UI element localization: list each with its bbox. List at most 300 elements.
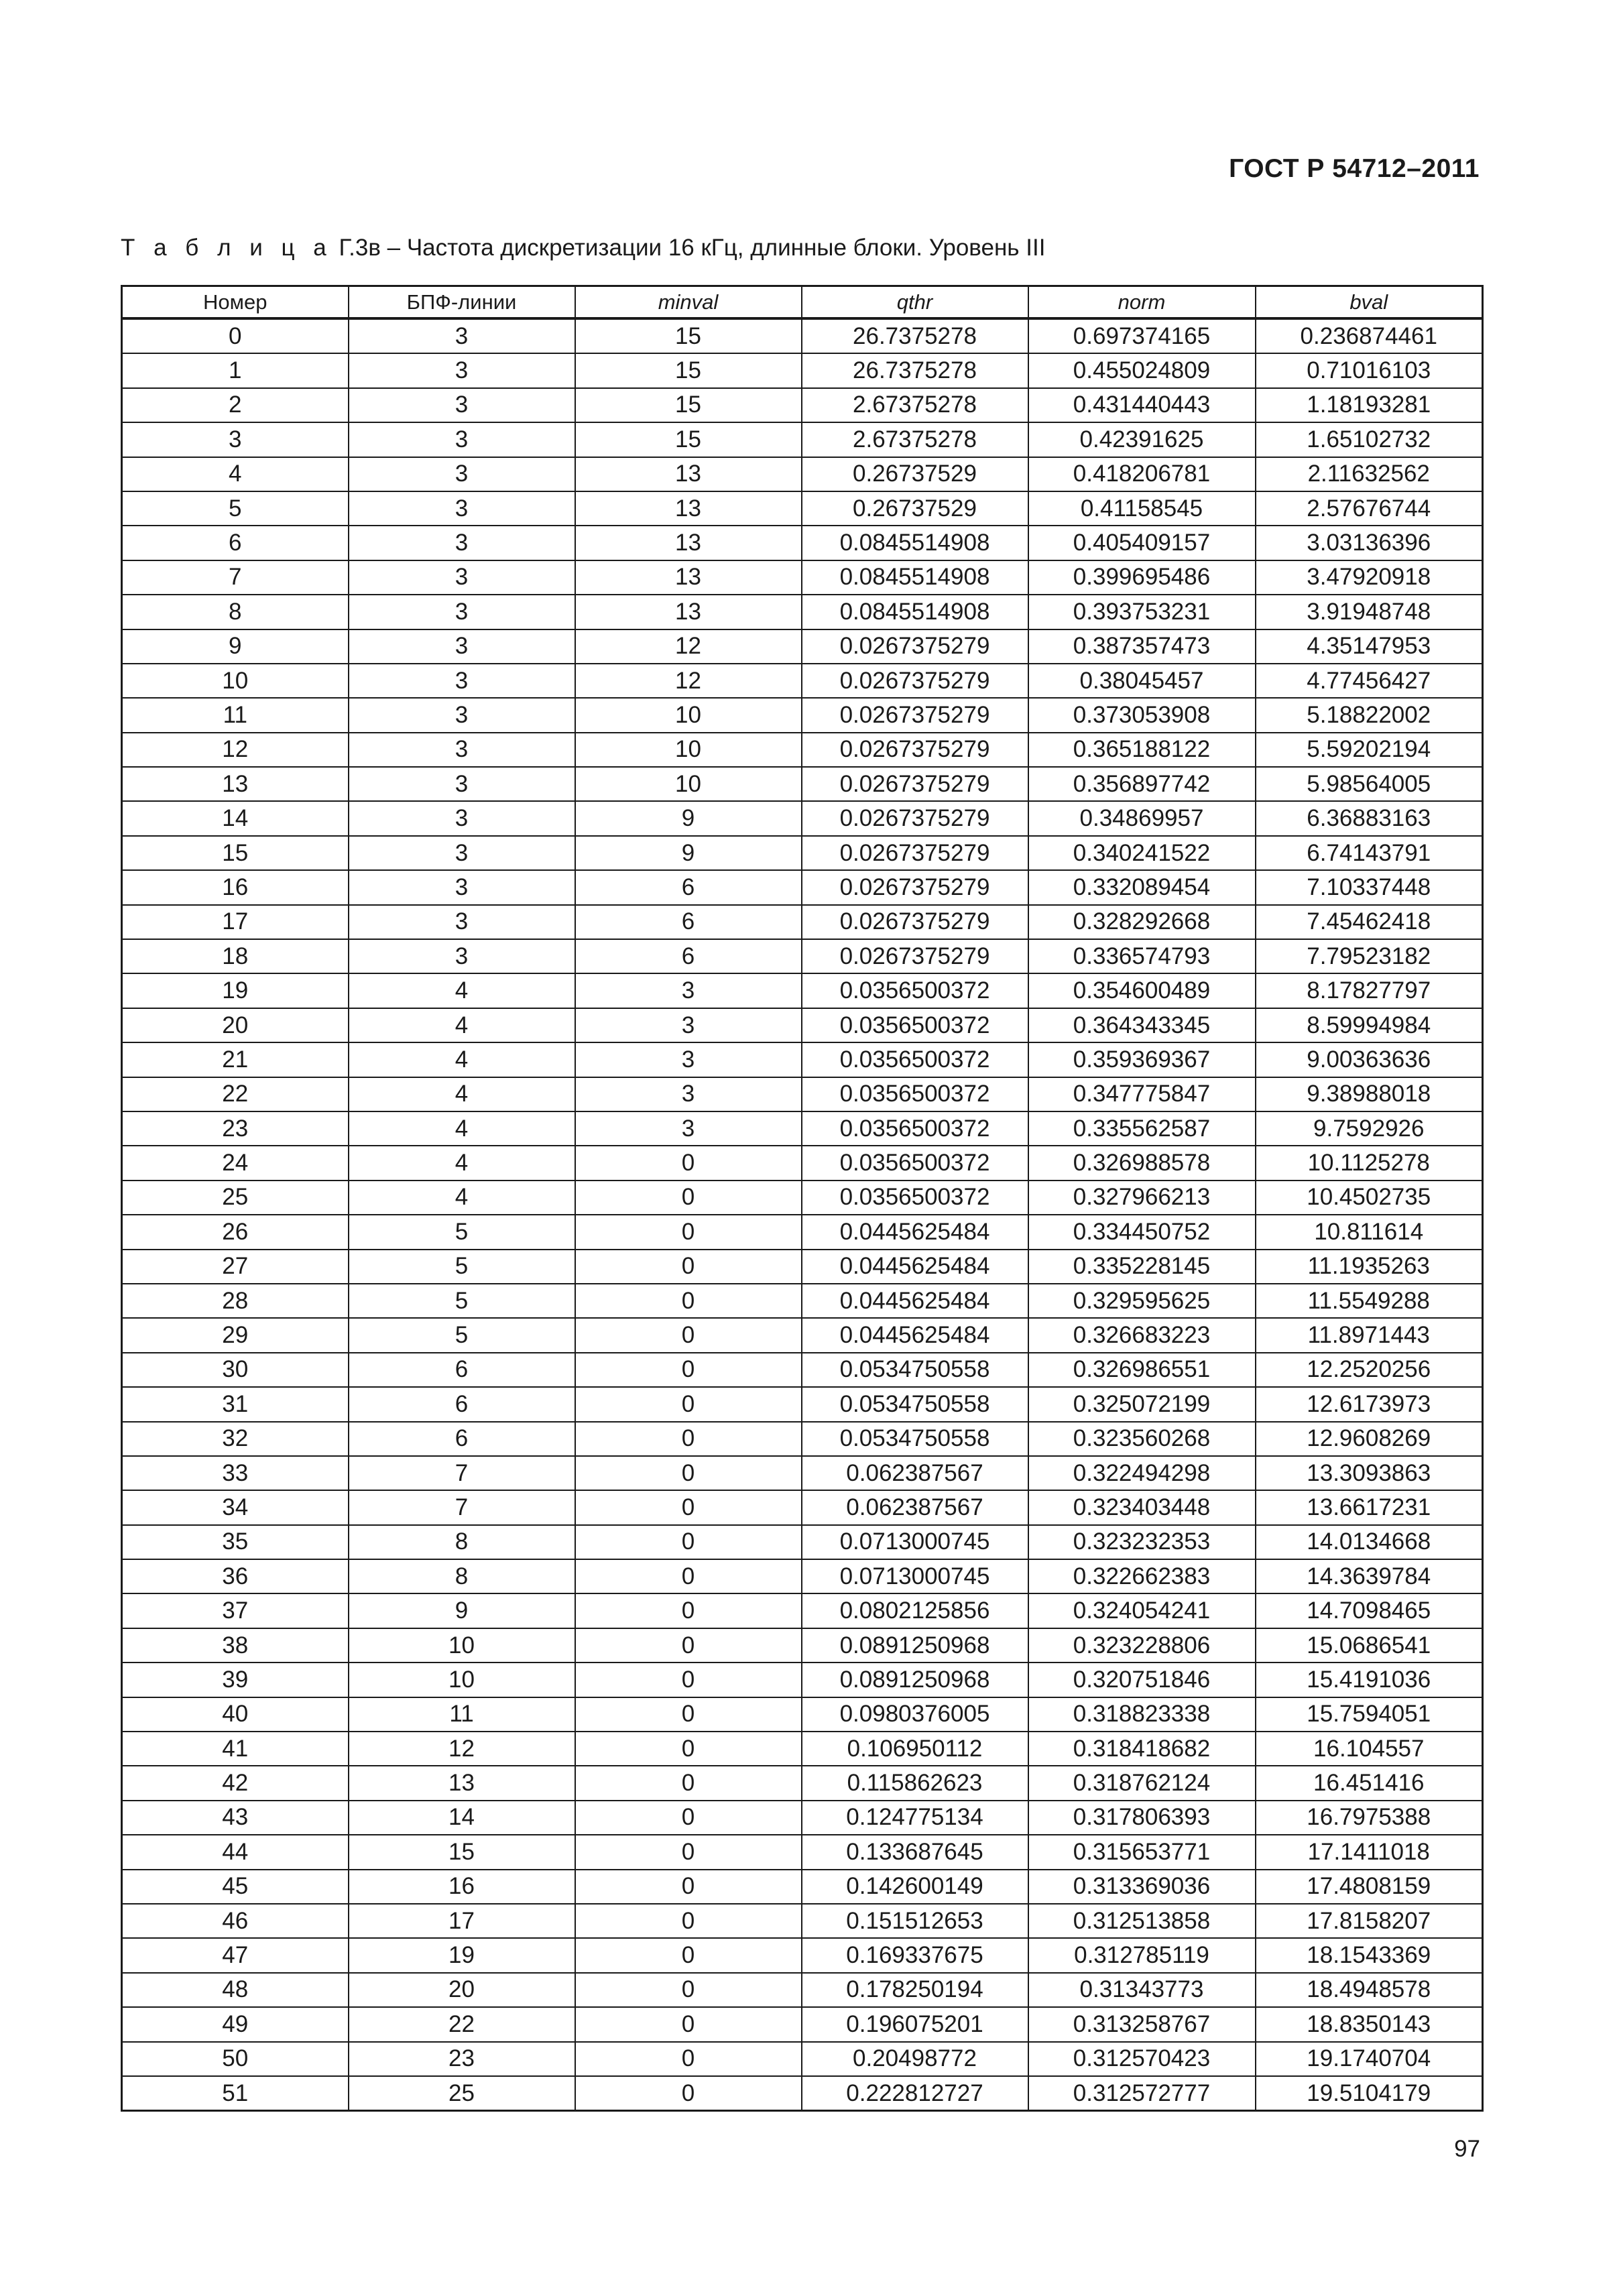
cell-minval: 6 bbox=[575, 870, 802, 904]
cell-norm: 0.312572777 bbox=[1028, 2076, 1256, 2111]
cell-minval: 13 bbox=[575, 526, 802, 560]
cell-bval: 10.1125278 bbox=[1256, 1146, 1483, 1180]
table-row bbox=[122, 1146, 1483, 1180]
cell-norm: 0.334450752 bbox=[1028, 1215, 1256, 1249]
table-row bbox=[122, 1766, 1483, 1800]
cell-norm: 0.315653771 bbox=[1028, 1835, 1256, 1869]
cell-qthr: 26.7375278 bbox=[802, 353, 1028, 387]
cell-number: 30 bbox=[122, 1353, 349, 1387]
cell-fft-lines: 23 bbox=[349, 2042, 575, 2076]
cell-fft-lines: 8 bbox=[349, 1559, 575, 1593]
cell-norm: 0.324054241 bbox=[1028, 1593, 1256, 1628]
cell-number: 46 bbox=[122, 1904, 349, 1938]
cell-number: 4 bbox=[122, 457, 349, 491]
cell-number: 40 bbox=[122, 1697, 349, 1732]
cell-minval: 0 bbox=[575, 1801, 802, 1835]
cell-bval: 6.74143791 bbox=[1256, 836, 1483, 870]
cell-norm: 0.393753231 bbox=[1028, 595, 1256, 629]
table-row bbox=[122, 1353, 1483, 1387]
cell-norm: 0.356897742 bbox=[1028, 767, 1256, 801]
cell-qthr: 0.196075201 bbox=[802, 2007, 1028, 2041]
cell-number: 15 bbox=[122, 836, 349, 870]
cell-norm: 0.312513858 bbox=[1028, 1904, 1256, 1938]
table-row bbox=[122, 1111, 1483, 1146]
cell-number: 47 bbox=[122, 1938, 349, 1972]
cell-bval: 2.57676744 bbox=[1256, 491, 1483, 526]
cell-bval: 5.59202194 bbox=[1256, 733, 1483, 767]
table-body bbox=[122, 318, 1483, 2111]
cell-minval: 0 bbox=[575, 1456, 802, 1490]
cell-fft-lines: 19 bbox=[349, 1938, 575, 1972]
cell-minval: 0 bbox=[575, 1250, 802, 1284]
cell-number: 2 bbox=[122, 388, 349, 422]
cell-fft-lines: 4 bbox=[349, 1077, 575, 1111]
cell-norm: 0.323403448 bbox=[1028, 1490, 1256, 1524]
cell-bval: 7.79523182 bbox=[1256, 939, 1483, 973]
cell-minval: 0 bbox=[575, 1904, 802, 1938]
cell-minval: 3 bbox=[575, 1008, 802, 1042]
cell-fft-lines: 15 bbox=[349, 1835, 575, 1869]
cell-fft-lines: 20 bbox=[349, 1973, 575, 2007]
column-header-minval: minval bbox=[575, 286, 802, 319]
cell-qthr: 0.0356500372 bbox=[802, 1181, 1028, 1215]
cell-fft-lines: 11 bbox=[349, 1697, 575, 1732]
table-row bbox=[122, 2007, 1483, 2041]
cell-qthr: 0.0267375279 bbox=[802, 905, 1028, 939]
table-row bbox=[122, 939, 1483, 973]
cell-fft-lines: 5 bbox=[349, 1215, 575, 1249]
cell-minval: 0 bbox=[575, 1146, 802, 1180]
cell-minval: 0 bbox=[575, 1593, 802, 1628]
cell-number: 29 bbox=[122, 1318, 349, 1352]
cell-minval: 0 bbox=[575, 1835, 802, 1869]
table-row bbox=[122, 664, 1483, 698]
cell-bval: 7.45462418 bbox=[1256, 905, 1483, 939]
table-row bbox=[122, 767, 1483, 801]
table-row bbox=[122, 870, 1483, 904]
cell-bval: 15.7594051 bbox=[1256, 1697, 1483, 1732]
table-row bbox=[122, 1077, 1483, 1111]
cell-norm: 0.318762124 bbox=[1028, 1766, 1256, 1800]
column-header-qthr: qthr bbox=[802, 286, 1028, 319]
cell-qthr: 0.169337675 bbox=[802, 1938, 1028, 1972]
table-row bbox=[122, 1697, 1483, 1732]
cell-norm: 0.313369036 bbox=[1028, 1870, 1256, 1904]
cell-bval: 16.451416 bbox=[1256, 1766, 1483, 1800]
table-row bbox=[122, 1904, 1483, 1938]
cell-bval: 10.4502735 bbox=[1256, 1181, 1483, 1215]
cell-bval: 2.11632562 bbox=[1256, 457, 1483, 491]
cell-bval: 16.7975388 bbox=[1256, 1801, 1483, 1835]
cell-number: 34 bbox=[122, 1490, 349, 1524]
table-row bbox=[122, 1456, 1483, 1490]
cell-qthr: 0.0891250968 bbox=[802, 1663, 1028, 1697]
cell-norm: 0.34869957 bbox=[1028, 801, 1256, 835]
cell-fft-lines: 3 bbox=[349, 353, 575, 387]
cell-bval: 12.2520256 bbox=[1256, 1353, 1483, 1387]
cell-bval: 4.77456427 bbox=[1256, 664, 1483, 698]
cell-fft-lines: 13 bbox=[349, 1766, 575, 1800]
cell-minval: 0 bbox=[575, 1318, 802, 1352]
table-row bbox=[122, 595, 1483, 629]
cell-qthr: 0.0445625484 bbox=[802, 1215, 1028, 1249]
table-row bbox=[122, 1042, 1483, 1077]
cell-fft-lines: 12 bbox=[349, 1732, 575, 1766]
cell-norm: 0.318418682 bbox=[1028, 1732, 1256, 1766]
cell-qthr: 0.0267375279 bbox=[802, 939, 1028, 973]
cell-minval: 0 bbox=[575, 1422, 802, 1456]
cell-number: 28 bbox=[122, 1284, 349, 1318]
cell-bval: 11.1935263 bbox=[1256, 1250, 1483, 1284]
cell-minval: 3 bbox=[575, 973, 802, 1008]
cell-qthr: 0.0445625484 bbox=[802, 1318, 1028, 1352]
cell-qthr: 0.0356500372 bbox=[802, 1111, 1028, 1146]
cell-minval: 12 bbox=[575, 664, 802, 698]
cell-number: 17 bbox=[122, 905, 349, 939]
cell-number: 48 bbox=[122, 1973, 349, 2007]
cell-norm: 0.418206781 bbox=[1028, 457, 1256, 491]
cell-fft-lines: 5 bbox=[349, 1318, 575, 1352]
cell-minval: 0 bbox=[575, 1766, 802, 1800]
cell-number: 0 bbox=[122, 318, 349, 353]
column-header-bval: bval bbox=[1256, 286, 1483, 319]
cell-bval: 14.0134668 bbox=[1256, 1525, 1483, 1559]
cell-bval: 12.9608269 bbox=[1256, 1422, 1483, 1456]
cell-minval: 0 bbox=[575, 1181, 802, 1215]
cell-bval: 5.98564005 bbox=[1256, 767, 1483, 801]
cell-fft-lines: 22 bbox=[349, 2007, 575, 2041]
cell-bval: 1.18193281 bbox=[1256, 388, 1483, 422]
cell-norm: 0.312785119 bbox=[1028, 1938, 1256, 1972]
cell-minval: 3 bbox=[575, 1042, 802, 1077]
table-row bbox=[122, 353, 1483, 387]
table-row bbox=[122, 1181, 1483, 1215]
cell-qthr: 0.0267375279 bbox=[802, 664, 1028, 698]
table-row bbox=[122, 388, 1483, 422]
cell-minval: 3 bbox=[575, 1111, 802, 1146]
cell-qthr: 0.26737529 bbox=[802, 491, 1028, 526]
cell-norm: 0.354600489 bbox=[1028, 973, 1256, 1008]
cell-norm: 0.318823338 bbox=[1028, 1697, 1256, 1732]
cell-qthr: 0.0267375279 bbox=[802, 870, 1028, 904]
table-row bbox=[122, 973, 1483, 1008]
cell-qthr: 0.26737529 bbox=[802, 457, 1028, 491]
cell-fft-lines: 4 bbox=[349, 1181, 575, 1215]
table-row bbox=[122, 801, 1483, 835]
cell-bval: 11.5549288 bbox=[1256, 1284, 1483, 1318]
cell-bval: 4.35147953 bbox=[1256, 629, 1483, 664]
cell-bval: 0.236874461 bbox=[1256, 318, 1483, 353]
cell-norm: 0.323232353 bbox=[1028, 1525, 1256, 1559]
cell-norm: 0.322662383 bbox=[1028, 1559, 1256, 1593]
cell-fft-lines: 3 bbox=[349, 629, 575, 664]
cell-number: 16 bbox=[122, 870, 349, 904]
cell-number: 19 bbox=[122, 973, 349, 1008]
cell-norm: 0.31343773 bbox=[1028, 1973, 1256, 2007]
cell-norm: 0.697374165 bbox=[1028, 318, 1256, 353]
cell-bval: 3.91948748 bbox=[1256, 595, 1483, 629]
cell-qthr: 26.7375278 bbox=[802, 318, 1028, 353]
cell-qthr: 0.106950112 bbox=[802, 1732, 1028, 1766]
table-caption-label: Т а б л и ц а bbox=[121, 235, 333, 261]
cell-norm: 0.42391625 bbox=[1028, 422, 1256, 457]
cell-norm: 0.365188122 bbox=[1028, 733, 1256, 767]
cell-norm: 0.326683223 bbox=[1028, 1318, 1256, 1352]
table-row bbox=[122, 1318, 1483, 1352]
cell-bval: 13.6617231 bbox=[1256, 1490, 1483, 1524]
cell-fft-lines: 7 bbox=[349, 1456, 575, 1490]
table-row bbox=[122, 1938, 1483, 1972]
cell-number: 25 bbox=[122, 1181, 349, 1215]
cell-number: 8 bbox=[122, 595, 349, 629]
cell-fft-lines: 4 bbox=[349, 1042, 575, 1077]
table-row bbox=[122, 560, 1483, 595]
cell-number: 14 bbox=[122, 801, 349, 835]
cell-norm: 0.326988578 bbox=[1028, 1146, 1256, 1180]
cell-fft-lines: 6 bbox=[349, 1353, 575, 1387]
cell-number: 18 bbox=[122, 939, 349, 973]
cell-qthr: 0.0802125856 bbox=[802, 1593, 1028, 1628]
cell-minval: 6 bbox=[575, 905, 802, 939]
table-row bbox=[122, 318, 1483, 353]
table-caption bbox=[121, 235, 1045, 261]
cell-number: 1 bbox=[122, 353, 349, 387]
cell-minval: 0 bbox=[575, 1490, 802, 1524]
cell-qthr: 0.0356500372 bbox=[802, 1146, 1028, 1180]
cell-fft-lines: 7 bbox=[349, 1490, 575, 1524]
table-row bbox=[122, 1215, 1483, 1249]
table-row bbox=[122, 1870, 1483, 1904]
cell-number: 22 bbox=[122, 1077, 349, 1111]
cell-number: 37 bbox=[122, 1593, 349, 1628]
table-row bbox=[122, 1422, 1483, 1456]
cell-qthr: 0.0445625484 bbox=[802, 1284, 1028, 1318]
cell-qthr: 0.0534750558 bbox=[802, 1387, 1028, 1421]
cell-qthr: 0.0356500372 bbox=[802, 1008, 1028, 1042]
cell-norm: 0.313258767 bbox=[1028, 2007, 1256, 2041]
cell-fft-lines: 4 bbox=[349, 973, 575, 1008]
table-row bbox=[122, 1835, 1483, 1869]
cell-minval: 0 bbox=[575, 1215, 802, 1249]
cell-minval: 10 bbox=[575, 733, 802, 767]
cell-qthr: 0.0534750558 bbox=[802, 1422, 1028, 1456]
cell-norm: 0.323560268 bbox=[1028, 1422, 1256, 1456]
cell-number: 50 bbox=[122, 2042, 349, 2076]
cell-qthr: 0.0445625484 bbox=[802, 1250, 1028, 1284]
cell-bval: 8.17827797 bbox=[1256, 973, 1483, 1008]
cell-qthr: 0.0713000745 bbox=[802, 1559, 1028, 1593]
cell-norm: 0.317806393 bbox=[1028, 1801, 1256, 1835]
table-row bbox=[122, 2076, 1483, 2111]
cell-qthr: 0.0356500372 bbox=[802, 1077, 1028, 1111]
cell-norm: 0.323228806 bbox=[1028, 1628, 1256, 1663]
cell-fft-lines: 4 bbox=[349, 1111, 575, 1146]
cell-minval: 13 bbox=[575, 560, 802, 595]
cell-bval: 3.03136396 bbox=[1256, 526, 1483, 560]
cell-bval: 0.71016103 bbox=[1256, 353, 1483, 387]
cell-fft-lines: 3 bbox=[349, 318, 575, 353]
cell-norm: 0.335562587 bbox=[1028, 1111, 1256, 1146]
cell-number: 32 bbox=[122, 1422, 349, 1456]
cell-minval: 0 bbox=[575, 1663, 802, 1697]
cell-qthr: 0.0267375279 bbox=[802, 836, 1028, 870]
cell-minval: 0 bbox=[575, 1284, 802, 1318]
cell-bval: 6.36883163 bbox=[1256, 801, 1483, 835]
cell-minval: 13 bbox=[575, 595, 802, 629]
cell-bval: 19.1740704 bbox=[1256, 2042, 1483, 2076]
cell-number: 38 bbox=[122, 1628, 349, 1663]
cell-minval: 0 bbox=[575, 1697, 802, 1732]
cell-number: 33 bbox=[122, 1456, 349, 1490]
cell-number: 20 bbox=[122, 1008, 349, 1042]
cell-minval: 10 bbox=[575, 767, 802, 801]
cell-bval: 17.8158207 bbox=[1256, 1904, 1483, 1938]
cell-norm: 0.328292668 bbox=[1028, 905, 1256, 939]
cell-qthr: 0.0845514908 bbox=[802, 526, 1028, 560]
cell-minval: 12 bbox=[575, 629, 802, 664]
cell-minval: 9 bbox=[575, 801, 802, 835]
cell-number: 7 bbox=[122, 560, 349, 595]
cell-qthr: 0.151512653 bbox=[802, 1904, 1028, 1938]
cell-number: 41 bbox=[122, 1732, 349, 1766]
cell-qthr: 0.20498772 bbox=[802, 2042, 1028, 2076]
cell-minval: 6 bbox=[575, 939, 802, 973]
cell-fft-lines: 3 bbox=[349, 457, 575, 491]
cell-minval: 15 bbox=[575, 318, 802, 353]
cell-norm: 0.335228145 bbox=[1028, 1250, 1256, 1284]
table-row bbox=[122, 1593, 1483, 1628]
cell-bval: 7.10337448 bbox=[1256, 870, 1483, 904]
cell-number: 43 bbox=[122, 1801, 349, 1835]
cell-norm: 0.336574793 bbox=[1028, 939, 1256, 973]
table-row bbox=[122, 1559, 1483, 1593]
cell-qthr: 0.0713000745 bbox=[802, 1525, 1028, 1559]
cell-bval: 9.7592926 bbox=[1256, 1111, 1483, 1146]
cell-qthr: 0.0267375279 bbox=[802, 629, 1028, 664]
cell-number: 9 bbox=[122, 629, 349, 664]
cell-fft-lines: 4 bbox=[349, 1146, 575, 1180]
table-row bbox=[122, 698, 1483, 732]
cell-fft-lines: 8 bbox=[349, 1525, 575, 1559]
cell-bval: 3.47920918 bbox=[1256, 560, 1483, 595]
cell-norm: 0.359369367 bbox=[1028, 1042, 1256, 1077]
cell-fft-lines: 3 bbox=[349, 905, 575, 939]
cell-number: 39 bbox=[122, 1663, 349, 1697]
cell-minval: 0 bbox=[575, 2042, 802, 2076]
cell-qthr: 0.142600149 bbox=[802, 1870, 1028, 1904]
cell-fft-lines: 3 bbox=[349, 801, 575, 835]
table-row bbox=[122, 1801, 1483, 1835]
cell-number: 45 bbox=[122, 1870, 349, 1904]
cell-minval: 9 bbox=[575, 836, 802, 870]
cell-qthr: 0.0267375279 bbox=[802, 767, 1028, 801]
cell-bval: 11.8971443 bbox=[1256, 1318, 1483, 1352]
column-header-fft-lines: БПФ-линии bbox=[349, 286, 575, 319]
table-row bbox=[122, 422, 1483, 457]
cell-fft-lines: 6 bbox=[349, 1422, 575, 1456]
cell-bval: 18.8350143 bbox=[1256, 2007, 1483, 2041]
cell-number: 24 bbox=[122, 1146, 349, 1180]
table-row bbox=[122, 1525, 1483, 1559]
cell-fft-lines: 5 bbox=[349, 1284, 575, 1318]
cell-bval: 15.0686541 bbox=[1256, 1628, 1483, 1663]
cell-fft-lines: 3 bbox=[349, 560, 575, 595]
cell-fft-lines: 17 bbox=[349, 1904, 575, 1938]
cell-fft-lines: 3 bbox=[349, 491, 575, 526]
cell-number: 13 bbox=[122, 767, 349, 801]
cell-minval: 0 bbox=[575, 1870, 802, 1904]
cell-fft-lines: 10 bbox=[349, 1628, 575, 1663]
cell-minval: 3 bbox=[575, 1077, 802, 1111]
cell-fft-lines: 25 bbox=[349, 2076, 575, 2111]
cell-minval: 13 bbox=[575, 457, 802, 491]
cell-bval: 14.7098465 bbox=[1256, 1593, 1483, 1628]
cell-qthr: 2.67375278 bbox=[802, 388, 1028, 422]
table-row bbox=[122, 1284, 1483, 1318]
cell-qthr: 0.0980376005 bbox=[802, 1697, 1028, 1732]
cell-number: 5 bbox=[122, 491, 349, 526]
table-row bbox=[122, 629, 1483, 664]
cell-minval: 0 bbox=[575, 1387, 802, 1421]
cell-minval: 15 bbox=[575, 422, 802, 457]
cell-bval: 18.1543369 bbox=[1256, 1938, 1483, 1972]
cell-number: 26 bbox=[122, 1215, 349, 1249]
cell-qthr: 0.0534750558 bbox=[802, 1353, 1028, 1387]
cell-norm: 0.364343345 bbox=[1028, 1008, 1256, 1042]
cell-bval: 17.1411018 bbox=[1256, 1835, 1483, 1869]
cell-qthr: 0.0845514908 bbox=[802, 560, 1028, 595]
cell-qthr: 0.062387567 bbox=[802, 1490, 1028, 1524]
cell-norm: 0.340241522 bbox=[1028, 836, 1256, 870]
table-row bbox=[122, 905, 1483, 939]
cell-minval: 15 bbox=[575, 353, 802, 387]
cell-fft-lines: 3 bbox=[349, 698, 575, 732]
cell-norm: 0.312570423 bbox=[1028, 2042, 1256, 2076]
cell-fft-lines: 3 bbox=[349, 733, 575, 767]
cell-number: 31 bbox=[122, 1387, 349, 1421]
cell-number: 42 bbox=[122, 1766, 349, 1800]
cell-qthr: 0.0356500372 bbox=[802, 973, 1028, 1008]
cell-minval: 0 bbox=[575, 2076, 802, 2111]
data-table bbox=[121, 285, 1484, 2112]
cell-norm: 0.387357473 bbox=[1028, 629, 1256, 664]
cell-minval: 13 bbox=[575, 491, 802, 526]
cell-bval: 9.38988018 bbox=[1256, 1077, 1483, 1111]
cell-norm: 0.332089454 bbox=[1028, 870, 1256, 904]
cell-number: 10 bbox=[122, 664, 349, 698]
cell-norm: 0.455024809 bbox=[1028, 353, 1256, 387]
cell-minval: 0 bbox=[575, 1525, 802, 1559]
cell-qthr: 0.115862623 bbox=[802, 1766, 1028, 1800]
cell-minval: 0 bbox=[575, 2007, 802, 2041]
cell-bval: 13.3093863 bbox=[1256, 1456, 1483, 1490]
cell-qthr: 0.0267375279 bbox=[802, 698, 1028, 732]
cell-bval: 16.104557 bbox=[1256, 1732, 1483, 1766]
table-row bbox=[122, 1387, 1483, 1421]
cell-fft-lines: 16 bbox=[349, 1870, 575, 1904]
table-row bbox=[122, 1490, 1483, 1524]
cell-bval: 18.4948578 bbox=[1256, 1973, 1483, 2007]
cell-fft-lines: 14 bbox=[349, 1801, 575, 1835]
cell-norm: 0.399695486 bbox=[1028, 560, 1256, 595]
cell-bval: 5.18822002 bbox=[1256, 698, 1483, 732]
cell-bval: 1.65102732 bbox=[1256, 422, 1483, 457]
cell-fft-lines: 3 bbox=[349, 526, 575, 560]
table-row bbox=[122, 491, 1483, 526]
cell-number: 49 bbox=[122, 2007, 349, 2041]
table-row bbox=[122, 457, 1483, 491]
cell-bval: 15.4191036 bbox=[1256, 1663, 1483, 1697]
